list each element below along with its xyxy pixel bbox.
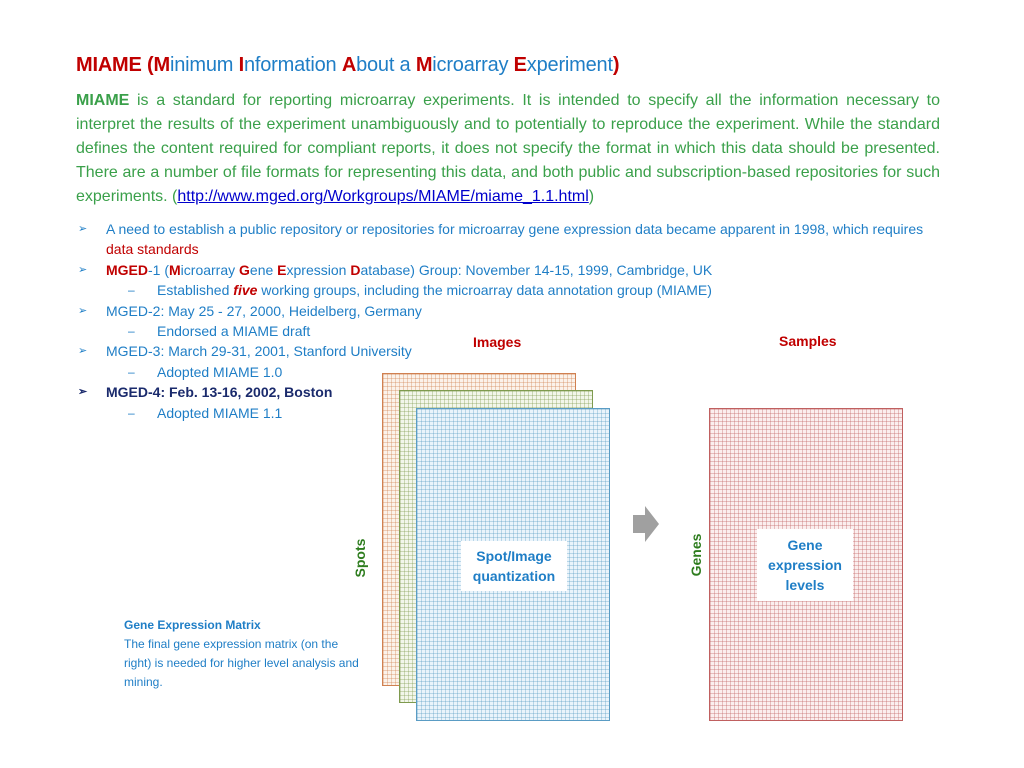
arrow-bullet-icon: ➢ xyxy=(78,386,88,399)
dash-bullet-icon: – xyxy=(128,283,135,298)
list-item: ➢ MGED-2: May 25 - 27, 2000, Heidelberg, Germany xyxy=(76,301,936,321)
arrow-bullet-icon: ➢ xyxy=(78,345,88,358)
dash-bullet-icon: – xyxy=(128,364,135,379)
genes-axis-label: Genes xyxy=(688,533,704,577)
arrow-bullet-icon: ➢ xyxy=(78,223,88,235)
list-item: ➢ MGED-1 (Microarray Gene Expression Database) Group: November 14-15, 1999, Cambridge, UK xyxy=(76,260,936,280)
matrix-note-heading: Gene Expression Matrix xyxy=(124,618,261,632)
list-item: ➢ A need to establish a public repository or repositories for microarray gene expression data became apparent in 1998, which requires data standards xyxy=(78,221,924,258)
list-subitem: – Endorsed a MIAME draft xyxy=(76,321,936,341)
intro-paragraph: MIAME is a standard for reporting microarray experiments. It is intended to specify all the information necessary to interpret the results of the experiment unambiguously and to potentially to reproduce the experiment. While the standard defines the content required for compliant reports, it does not specify the format in which this data should be presented. There are a number of file formats for representing this data, and both public and subscription-based repositories for such experiments. (http://www.mged.org/Workgroups/MIAME/miame_1.1.html) xyxy=(76,92,940,205)
page-title: MIAME (Minimum Information About a Microarray Experiment) xyxy=(76,54,620,76)
list-subitem: – Established five working groups, including the microarray data annotation group (MIAME) xyxy=(76,280,936,300)
list-item: ➢ MGED-4: Feb. 13-16, 2002, Boston xyxy=(76,382,936,402)
arrow-bullet-icon: ➢ xyxy=(78,263,88,276)
arrow-bullet-icon: ➢ xyxy=(78,304,88,317)
spots-axis-label: Spots xyxy=(352,538,368,578)
images-label: Images xyxy=(473,334,522,350)
right-arrow-icon xyxy=(633,506,659,542)
expression-levels-box: Gene expression levels xyxy=(757,529,853,601)
quantization-box: Spot/Image quantization xyxy=(461,541,567,591)
miame-link[interactable]: http://www.mged.org/Workgroups/MIAME/miame_1.1.html xyxy=(177,188,589,205)
dash-bullet-icon: – xyxy=(128,324,135,339)
dash-bullet-icon: – xyxy=(128,405,135,420)
list-subitem: – Adopted MIAME 1.0 xyxy=(76,362,936,382)
list-subitem: – Adopted MIAME 1.1 xyxy=(76,403,936,423)
matrix-note xyxy=(124,616,364,692)
samples-label: Samples xyxy=(779,333,837,349)
matrix-note-body: The final gene expression matrix (on the right) is needed for higher level analysis and mining. xyxy=(124,637,359,689)
list-item: ➢ MGED-3: March 29-31, 2001, Stanford University xyxy=(76,341,936,361)
